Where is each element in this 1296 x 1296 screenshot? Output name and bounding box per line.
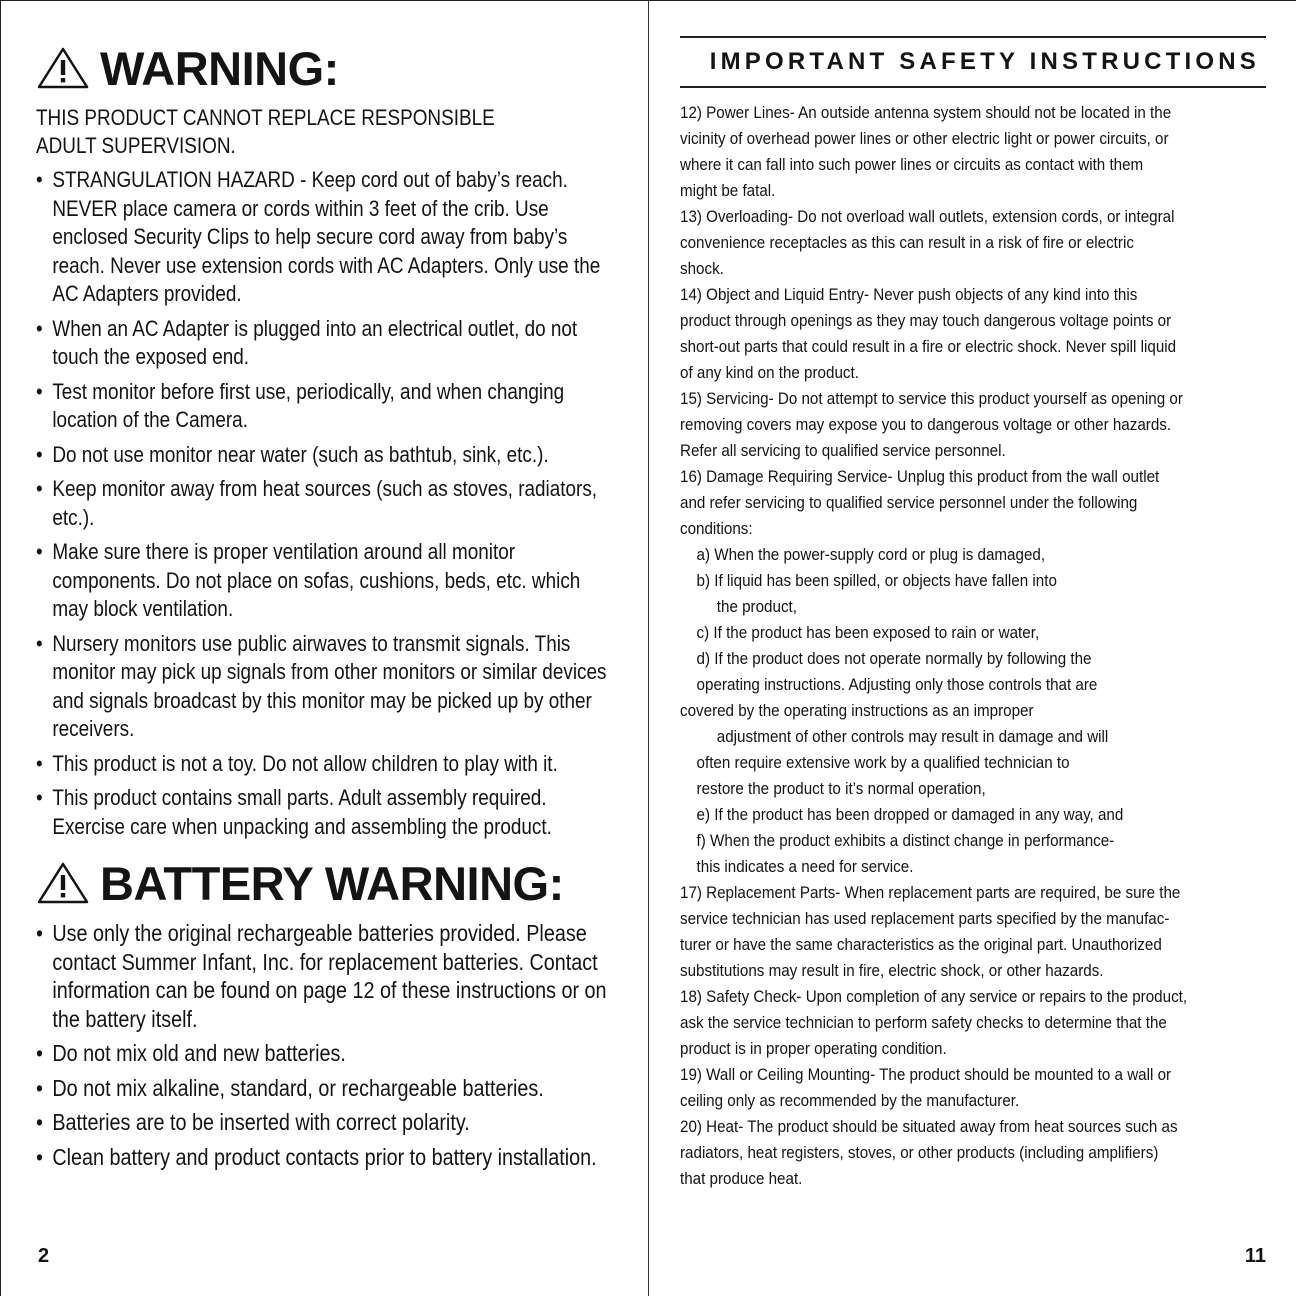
warning-bullet: • This product is not a toy. Do not allow children to play with it. [36, 750, 621, 779]
battery-warning-bullet: • Do not mix alkaline, standard, or rechargeable batteries. [36, 1074, 621, 1103]
instruction-line: 17) Replacement Parts- When replacement parts are required, be sure the [680, 884, 1181, 902]
warning-triangle-icon [36, 861, 90, 905]
instruction-line: operating instructions. Adjusting only those controls that are [696, 676, 1098, 694]
supervision-line: THIS PRODUCT CANNOT REPLACE RESPONSIBLE [36, 105, 495, 130]
instruction-line: and refer servicing to qualified service personnel under the following [680, 494, 1138, 512]
instruction-line: covered by the operating instructions as an improper [680, 702, 1034, 720]
instruction-line: 16) Damage Requiring Service- Unplug this product from the wall outlet [680, 468, 1160, 486]
instruction-line: vicinity of overhead power lines or other electric light or power circuits, or [680, 130, 1169, 148]
instruction-line: c) If the product has been exposed to rain or water, [696, 624, 1040, 642]
warning-list [36, 166, 626, 841]
right-page [680, 36, 1266, 1192]
warning-bullet: • This product contains small parts. Adult assembly required. Exercise care when unpacking and assembling the product. [36, 784, 621, 841]
battery-warning-bullet: • Use only the original rechargeable batteries provided. Please contact Summer Infant, Inc. for replacement batteries. Contact information can be found on page 12 of these instructions or on the battery itself. [36, 919, 621, 1033]
battery-warning-list [36, 919, 626, 1171]
instruction-line: b) If liquid has been spilled, or objects have fallen into [696, 572, 1057, 590]
safety-instructions-title: IMPORTANT SAFETY INSTRUCTIONS [709, 48, 1260, 75]
instruction-line: the product, [716, 598, 797, 616]
battery-warning-heading [36, 855, 626, 911]
page-number-left: 2 [38, 1245, 50, 1267]
spread-divider [648, 0, 649, 1296]
page-number-right: 11 [1244, 1245, 1266, 1267]
warning-bullet: • Nursery monitors use public airwaves to transmit signals. This monitor may pick up signals from other monitors or similar devices and signals broadcast by this monitor may be picked up by other receivers. [36, 630, 621, 744]
instruction-line: product through openings as they may touch dangerous voltage points or [680, 312, 1172, 330]
instruction-line: 12) Power Lines- An outside antenna system should not be located in the [680, 104, 1172, 122]
battery-warning-bullet: • Do not mix old and new batteries. [36, 1039, 621, 1068]
instruction-line: conditions: [680, 520, 753, 538]
left-page [36, 40, 626, 1177]
warning-bullet: • Keep monitor away from heat sources (such as stoves, radiators, etc.). [36, 475, 621, 532]
page-edge [0, 0, 1, 1296]
supervision-line: ADULT SUPERVISION. [36, 133, 236, 158]
warning-triangle-icon [36, 46, 90, 90]
instruction-line: this indicates a need for service. [696, 858, 914, 876]
instruction-line: removing covers may expose you to dangerous voltage or other hazards. [680, 416, 1172, 434]
instruction-line: 15) Servicing- Do not attempt to service this product yourself as opening or [680, 390, 1183, 408]
instruction-line: 14) Object and Liquid Entry- Never push objects of any kind into this [680, 286, 1138, 304]
warning-bullet: • STRANGULATION HAZARD - Keep cord out of baby’s reach. NEVER place camera or cords within 3 feet of the crib. Use enclosed Security Clips to help secure cord away from baby’s reach. Never use extension cords with AC Adapters. Only use the AC Adapters provided. [36, 166, 621, 309]
warning-heading [36, 40, 626, 96]
instruction-line: substitutions may result in fire, electric shock, or other hazards. [680, 962, 1104, 980]
instruction-line: 20) Heat- The product should be situated away from heat sources such as [680, 1118, 1178, 1136]
instruction-line: ask the service technician to perform safety checks to determine that the [680, 1014, 1167, 1032]
instruction-line: 13) Overloading- Do not overload wall outlets, extension cords, or integral [680, 208, 1175, 226]
instruction-line: Refer all servicing to qualified service personnel. [680, 442, 1006, 460]
instruction-line: 19) Wall or Ceiling Mounting- The product should be mounted to a wall or [680, 1066, 1172, 1084]
warning-bullet: • When an AC Adapter is plugged into an electrical outlet, do not touch the exposed end. [36, 315, 621, 372]
instruction-line: shock. [680, 260, 724, 278]
instruction-line: ceiling only as recommended by the manufacturer. [680, 1092, 1020, 1110]
instruction-line: d) If the product does not operate normally by following the [696, 650, 1092, 668]
warning-title: WARNING: [100, 41, 339, 95]
instruction-line: convenience receptacles as this can result in a risk of fire or electric [680, 234, 1134, 252]
supervision-notice [36, 104, 621, 160]
instruction-line: where it can fall into such power lines or circuits as contact with them [680, 156, 1144, 174]
instruction-line: radiators, heat registers, stoves, or other products (including amplifiers) [680, 1144, 1159, 1162]
instruction-line: service technician has used replacement parts specified by the manufac- [680, 910, 1170, 928]
instruction-line: that produce heat. [680, 1170, 803, 1188]
safety-instructions-header [680, 36, 1266, 88]
safety-instructions-body [680, 100, 1266, 1192]
warning-bullet: • Make sure there is proper ventilation around all monitor components. Do not place on sofas, cushions, beds, etc. which may block ventilation. [36, 538, 621, 624]
instruction-line: product is in proper operating condition. [680, 1040, 947, 1058]
instruction-line: 18) Safety Check- Upon completion of any service or repairs to the product, [680, 988, 1188, 1006]
instruction-line: adjustment of other controls may result in damage and will [716, 728, 1109, 746]
instruction-line: might be fatal. [680, 182, 776, 200]
battery-warning-bullet: • Batteries are to be inserted with correct polarity. [36, 1108, 621, 1137]
warning-bullet: • Do not use monitor near water (such as bathtub, sink, etc.). [36, 441, 621, 470]
warning-bullet: • Test monitor before first use, periodically, and when changing location of the Camera. [36, 378, 621, 435]
instruction-line: turer or have the same characteristics as the original part. Unauthorized [680, 936, 1162, 954]
instruction-line: often require extensive work by a qualified technician to [696, 754, 1070, 772]
instruction-line: of any kind on the product. [680, 364, 859, 382]
instruction-line: e) If the product has been dropped or damaged in any way, and [696, 806, 1124, 824]
instruction-line: short-out parts that could result in a fire or electric shock. Never spill liquid [680, 338, 1177, 356]
battery-warning-bullet: • Clean battery and product contacts prior to battery installation. [36, 1143, 621, 1172]
battery-warning-title: BATTERY WARNING: [100, 856, 564, 910]
instruction-line: a) When the power-supply cord or plug is damaged, [696, 546, 1046, 564]
instruction-line: f) When the product exhibits a distinct change in performance- [696, 832, 1115, 850]
instruction-line: restore the product to it’s normal operation, [696, 780, 986, 798]
